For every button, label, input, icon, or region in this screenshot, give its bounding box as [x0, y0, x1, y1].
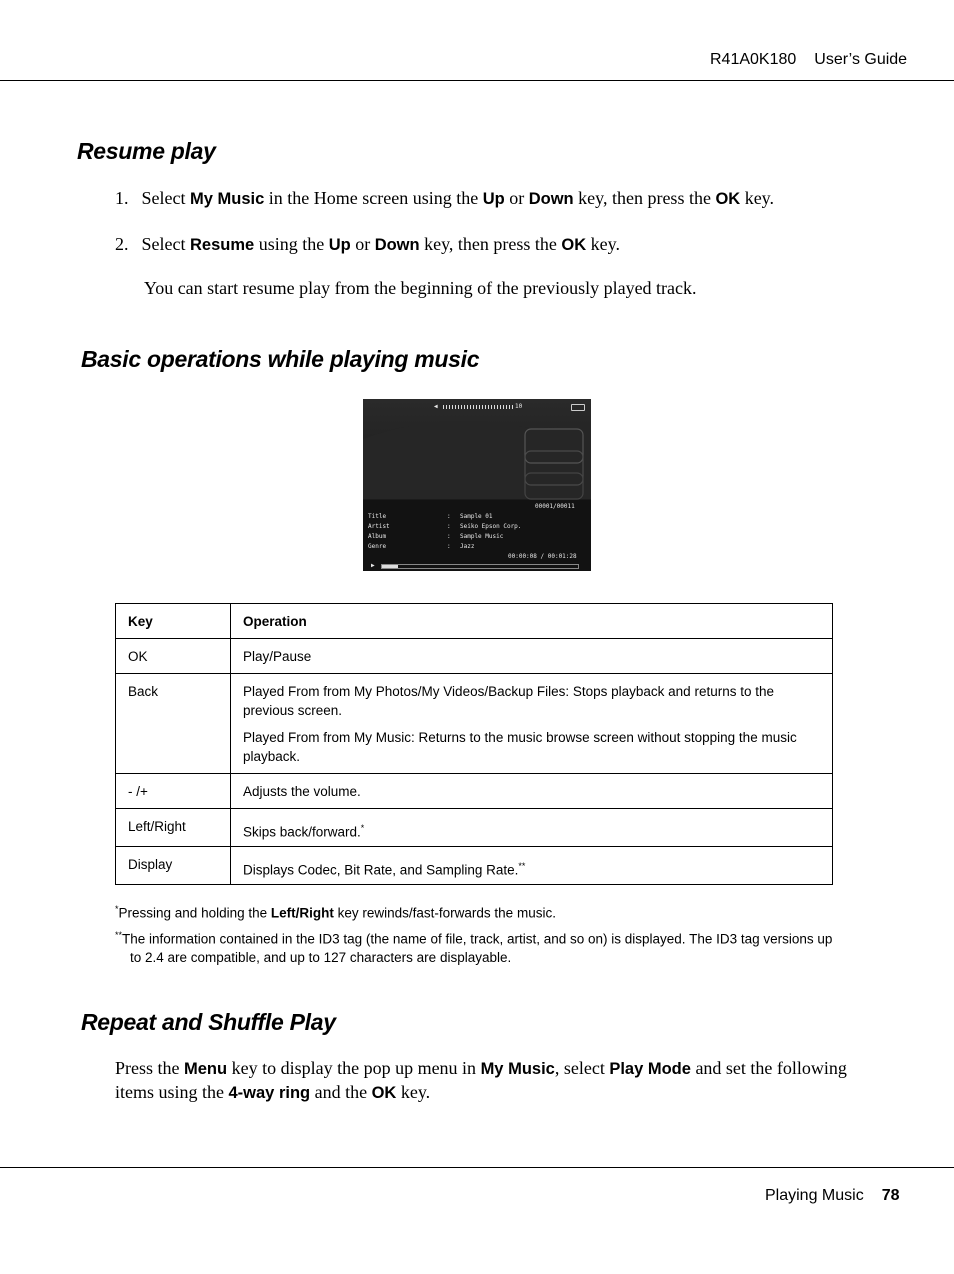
track-info-label: Title	[368, 513, 387, 520]
key-label: - /+	[128, 784, 148, 799]
key-cell	[116, 809, 231, 847]
operation-cell	[231, 639, 833, 674]
table-row	[116, 847, 833, 885]
track-info-sep: :	[447, 523, 451, 530]
track-info-value: Sample 01	[460, 513, 493, 520]
operation-text: Play/Pause	[243, 649, 312, 664]
footer-section: Playing Music	[765, 1187, 864, 1204]
footnote-mark: **	[518, 861, 526, 871]
key-cell	[116, 674, 231, 774]
track-info-label: Album	[368, 533, 387, 540]
operation-text: Adjusts the volume.	[243, 784, 361, 799]
resume-step-1: 1. Select My Music in the Home screen using the Up or Down key, then press the OK key.	[115, 188, 775, 208]
player-background	[363, 399, 591, 571]
repeat-heading: Repeat and Shuffle Play	[81, 1009, 336, 1035]
progress-fill	[382, 565, 398, 568]
key-label: Left/Right	[128, 819, 186, 834]
music-player-screenshot	[363, 399, 591, 571]
table-row	[116, 809, 833, 847]
footnote-2: **The information contained in the ID3 tag (the name of file, track, artist, and so on) is displayed. The ID3 tag versions up to 2.4 are compatible, and up to 127 characters are displayable.	[115, 930, 833, 965]
track-info-sep: :	[447, 543, 451, 550]
footer-rule	[0, 1167, 954, 1168]
track-info-sep: :	[447, 533, 451, 540]
track-counter: 00001/00011	[535, 503, 575, 510]
resume-heading: Resume play	[77, 138, 216, 164]
header-operation: Operation	[231, 604, 833, 639]
play-icon: ▶	[371, 562, 375, 569]
track-info-label: Genre	[368, 543, 387, 550]
table-header-row	[116, 604, 833, 639]
page-number: 78	[881, 1187, 900, 1204]
header-rule	[0, 80, 954, 81]
operation-text: Skips back/forward.	[243, 824, 361, 840]
key-cell	[116, 639, 231, 674]
key-label: OK	[128, 649, 148, 664]
operation-cell	[231, 774, 833, 809]
key-cell	[116, 774, 231, 809]
operation-text: Displays Codec, Bit Rate, and Sampling Rate.	[243, 862, 519, 878]
operation-cell	[231, 674, 833, 774]
page-header	[710, 51, 907, 69]
volume-icon: ◀	[434, 403, 438, 410]
battery-icon	[571, 404, 585, 411]
key-label: Back	[128, 684, 159, 699]
table-row	[116, 639, 833, 674]
footnote-1: *Pressing and holding the Left/Right key rewinds/fast-forwards the music.	[115, 904, 556, 921]
volume-level: 10	[515, 403, 523, 410]
key-cell	[116, 847, 231, 885]
operations-table	[115, 603, 833, 885]
playback-time: 00:00:08 / 00:01:28	[508, 553, 577, 560]
operation-text: Played From from My Photos/My Videos/Backup Files: Stops playback and returns to the previous screen.	[243, 684, 774, 718]
repeat-text-line-2: items using the 4-way ring and the OK key.	[115, 1082, 431, 1102]
resume-note: You can start resume play from the beginning of the previously played track.	[144, 278, 697, 298]
track-info-value: Seiko Epson Corp.	[460, 523, 522, 530]
page-footer	[765, 1187, 900, 1205]
key-label: Display	[128, 857, 173, 872]
resume-step-2: 2. Select Resume using the Up or Down key, then press the OK key.	[115, 234, 620, 254]
track-info-value: Sample Music	[460, 533, 504, 540]
footnote-mark: *	[360, 823, 365, 833]
guide-title: User’s Guide	[814, 51, 908, 68]
table-row	[116, 774, 833, 809]
track-info-sep: :	[447, 513, 451, 520]
track-info-value: Jazz	[460, 543, 475, 550]
progress-track	[381, 564, 579, 569]
header-key: Key	[116, 604, 231, 639]
basic-ops-heading: Basic operations while playing music	[81, 346, 480, 372]
volume-bar	[443, 405, 513, 409]
track-info-label: Artist	[368, 523, 390, 530]
table-row	[116, 674, 833, 774]
operation-cell	[231, 847, 833, 885]
operation-cell	[231, 809, 833, 847]
repeat-text-line-1: Press the Menu key to display the pop up menu in My Music, select Play Mode and set the following	[115, 1058, 847, 1078]
doc-id: R41A0K180	[710, 51, 797, 68]
operation-text: Played From from My Music: Returns to the music browse screen without stopping the music playback.	[243, 730, 797, 764]
